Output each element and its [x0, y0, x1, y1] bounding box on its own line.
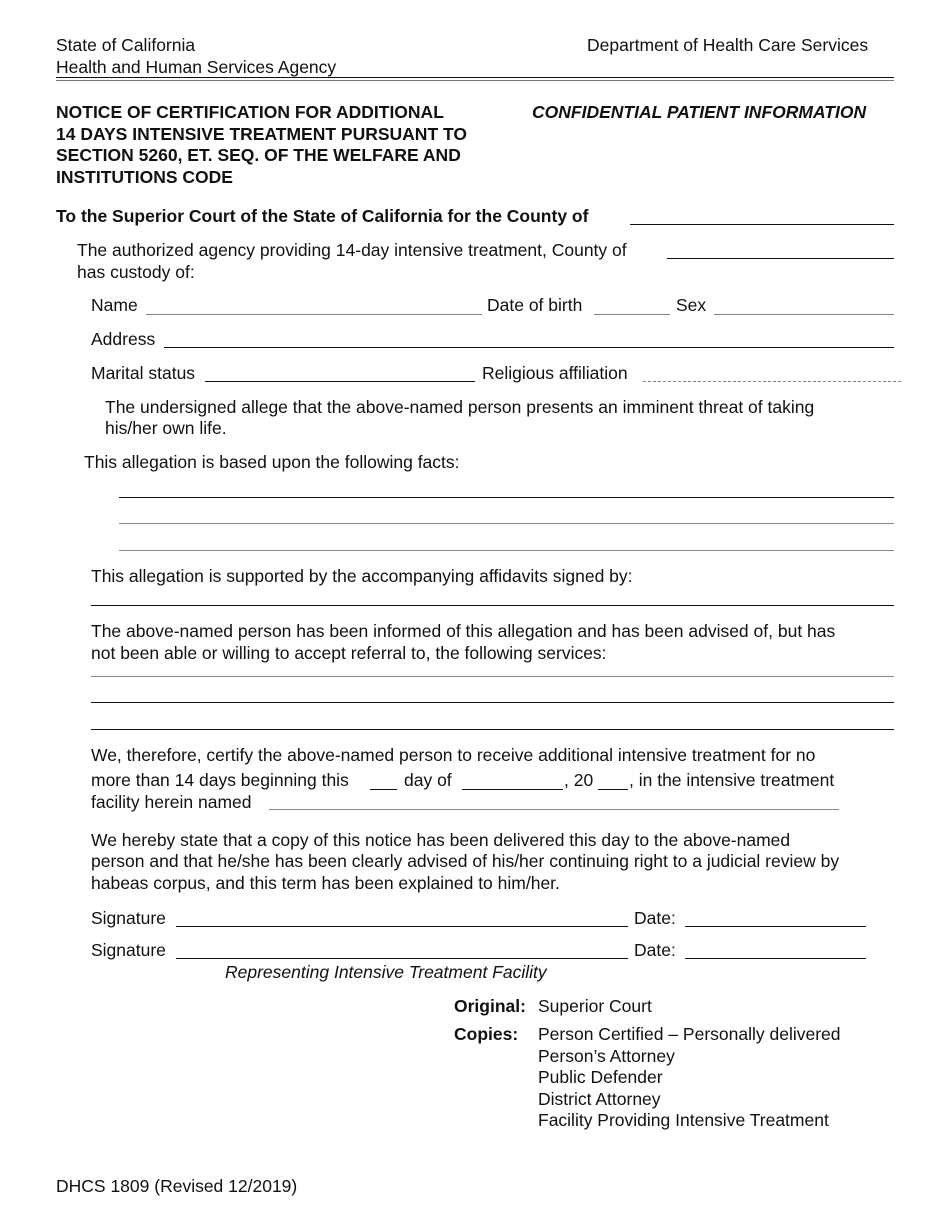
signature-label-2: Signature: [91, 940, 166, 960]
confidential-label: CONFIDENTIAL PATIENT INFORMATION: [532, 102, 867, 122]
affidavits-field[interactable]: [91, 605, 894, 606]
delivered-line-3: habeas corpus, and this term has been explained to him/her.: [91, 873, 560, 893]
allegation-line-2: his/her own life.: [105, 418, 227, 438]
title-line-4: INSTITUTIONS CODE: [56, 166, 233, 187]
date-field-2[interactable]: [685, 958, 866, 959]
religious-label: Religious affiliation: [482, 363, 628, 383]
delivered-line-2: person and that he/she has been clearly advised of his/her continuing right to a judicial review by: [91, 851, 840, 871]
facts-line-2[interactable]: [119, 523, 894, 524]
marital-label: Marital status: [91, 363, 196, 383]
signature-field-2[interactable]: [176, 958, 628, 959]
signature-field-1[interactable]: [176, 926, 628, 927]
facts-line-3[interactable]: [119, 550, 894, 551]
court-line-label: To the Superior Court of the State of California for the County of: [56, 206, 589, 226]
agency-county-field[interactable]: [667, 258, 894, 259]
certify-line-2-part-d: , in the intensive treatment: [629, 770, 835, 790]
services-line-1[interactable]: [91, 676, 894, 677]
dob-label: Date of birth: [487, 295, 583, 315]
certify-line-1: We, therefore, certify the above-named person to receive additional intensive treatment for no: [91, 745, 816, 765]
year-field[interactable]: [598, 789, 628, 790]
facts-label: This allegation is based upon the following facts:: [84, 452, 460, 472]
form-number: DHCS 1809 (Revised 12/2019): [56, 1176, 298, 1196]
original-value: Superior Court: [538, 996, 652, 1016]
informed-line-1: The above-named person has been informed of this allegation and has been advised of, but has: [91, 621, 836, 641]
certify-line-3: facility herein named: [91, 792, 252, 812]
address-field[interactable]: [164, 347, 894, 348]
services-line-2[interactable]: [91, 702, 894, 703]
informed-line-2: not been able or willing to accept referral to, the following services:: [91, 643, 607, 663]
form-title: [56, 102, 467, 188]
representing-label: Representing Intensive Treatment Facility: [225, 962, 547, 982]
date-label-1: Date:: [634, 908, 676, 928]
copy-item: Public Defender: [538, 1067, 663, 1087]
copies-list: [538, 1024, 841, 1132]
name-label: Name: [91, 295, 138, 315]
dob-field[interactable]: [594, 314, 670, 315]
facts-line-1[interactable]: [119, 497, 894, 498]
copy-item: Facility Providing Intensive Treatment: [538, 1110, 829, 1130]
affidavits-label: This allegation is supported by the accompanying affidavits signed by:: [91, 566, 633, 586]
religious-field[interactable]: [643, 381, 901, 382]
certify-line-2-part-a: more than 14 days beginning this: [91, 770, 349, 790]
month-field[interactable]: [462, 789, 563, 790]
original-label: Original:: [454, 996, 526, 1016]
sex-label: Sex: [676, 295, 707, 315]
copy-item: Person’s Attorney: [538, 1045, 675, 1066]
county-field[interactable]: [630, 224, 894, 225]
name-field[interactable]: [146, 314, 482, 315]
date-field-1[interactable]: [685, 926, 866, 927]
delivered-line-1: We hereby state that a copy of this notice has been delivered this day to the above-named: [91, 830, 791, 850]
copy-item: Person Certified – Personally delivered: [538, 1024, 841, 1044]
certify-line-2-part-c: , 20: [564, 770, 594, 790]
services-line-3[interactable]: [91, 729, 894, 730]
header-divider: [56, 77, 894, 78]
copies-label: Copies:: [454, 1024, 519, 1044]
sex-field[interactable]: [714, 314, 894, 315]
header-divider-2: [56, 80, 894, 81]
department-label: Department of Health Care Services: [587, 35, 869, 55]
state-label: State of California: [56, 35, 196, 55]
certify-line-2-part-b: day of: [404, 770, 452, 790]
allegation-line-1: The undersigned allege that the above-named person presents an imminent threat of taking: [105, 397, 815, 417]
facility-field[interactable]: [269, 809, 839, 810]
address-label: Address: [91, 329, 156, 349]
title-line-2: 14 DAYS INTENSIVE TREATMENT PURSUANT TO: [56, 123, 467, 144]
title-line-1: NOTICE OF CERTIFICATION FOR ADDITIONAL: [56, 102, 444, 122]
title-line-3: SECTION 5260, ET. SEQ. OF THE WELFARE AND: [56, 145, 461, 165]
agency-line-1: The authorized agency providing 14-day intensive treatment, County of: [77, 240, 627, 260]
copy-item: District Attorney: [538, 1088, 661, 1109]
marital-field[interactable]: [205, 381, 475, 382]
date-label-2: Date:: [634, 940, 676, 960]
signature-label-1: Signature: [91, 908, 166, 928]
agency-line-2: has custody of:: [77, 262, 195, 282]
agency-label: Health and Human Services Agency: [56, 57, 337, 77]
day-field[interactable]: [370, 789, 397, 790]
